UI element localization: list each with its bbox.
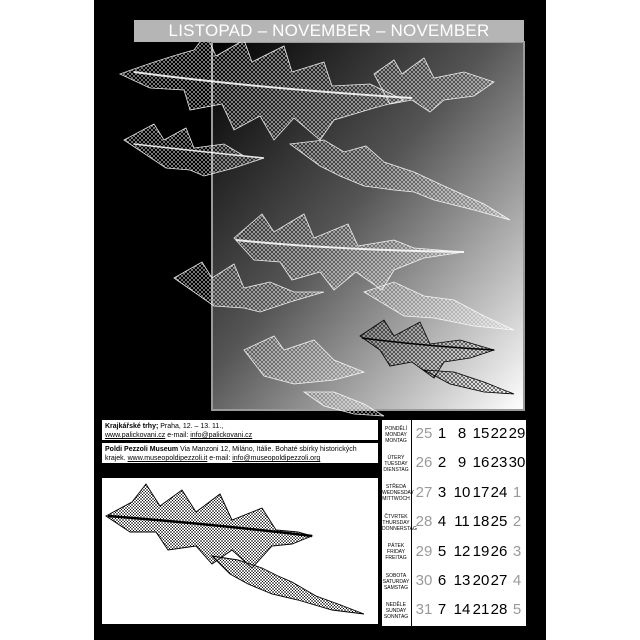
weekday-label — [382, 538, 410, 567]
date-cell: 8 — [457, 425, 467, 442]
weekday-name: PONDĚLÍ — [385, 425, 407, 432]
event-detail-2: krajek. — [105, 455, 126, 462]
date-cell: 4 — [437, 513, 447, 531]
weekday-name: THURSDAY — [382, 519, 410, 526]
weekday-label — [382, 479, 414, 508]
weekday-name: SONNTAG — [383, 613, 409, 620]
date-cell: 28 — [490, 601, 508, 619]
date-cell: 6 — [437, 572, 447, 589]
weekday-name: ÚTERÝ — [387, 454, 405, 461]
date-cell: 20 — [472, 572, 490, 589]
weekday-name: SATURDAY — [382, 578, 410, 585]
weekday-label — [382, 508, 417, 537]
event-info-2 — [102, 443, 378, 463]
weekday-name: SOBOTA — [385, 572, 407, 579]
date-cell: 22 — [490, 425, 508, 442]
calendar-row — [382, 567, 526, 596]
event-mail-link[interactable]: info@museopoldipezzoli.org — [232, 455, 321, 462]
date-cell: 2 — [437, 454, 447, 472]
date-cell: 31 — [415, 601, 433, 619]
date-cell: 24 — [490, 483, 508, 501]
weekday-label — [382, 420, 410, 449]
date-cell: 21 — [472, 601, 490, 619]
lace-leaf-illustration — [102, 478, 378, 624]
date-cell: 26 — [415, 454, 433, 472]
date-cell: 5 — [437, 542, 447, 560]
date-cell: 30 — [415, 572, 433, 589]
weekday-name: PÁTEK — [387, 543, 405, 550]
event-detail: Praha, 12. – 13. 11., — [158, 423, 224, 430]
weekday-name: STŘEDA — [385, 484, 407, 491]
calendar-row — [382, 596, 526, 625]
weekday-name: FREITAG — [385, 555, 407, 562]
date-cell: 19 — [472, 542, 490, 560]
calendar-row — [382, 420, 526, 449]
event-name: Poldi Pezzoli Museum — [105, 446, 179, 453]
event-web-link[interactable]: www.palickovani.cz — [105, 432, 166, 439]
date-cell: 1 — [512, 483, 522, 501]
event-name: Krajkářské trhy; — [105, 423, 159, 430]
weekday-name: MONTAG — [385, 437, 407, 444]
event-detail: Via Manzoni 12, Miláno, Itálie. Bohaté sbírky historických — [178, 446, 357, 453]
weekday-label — [382, 596, 410, 625]
date-cell: 29 — [415, 542, 433, 560]
date-cell: 13 — [453, 572, 471, 589]
date-cell: 27 — [415, 483, 433, 501]
date-cell: 29 — [508, 425, 526, 442]
weekday-label — [382, 449, 410, 478]
date-cell: 25 — [490, 513, 508, 531]
calendar-row — [382, 538, 526, 567]
date-cell: 16 — [472, 454, 490, 472]
calendar-row — [382, 479, 526, 508]
date-cell: 5 — [512, 601, 522, 619]
weekday-name: ČTVRTEK — [384, 513, 408, 520]
month-calendar — [382, 420, 526, 626]
date-cell: 4 — [512, 572, 522, 589]
date-cell: 3 — [512, 542, 522, 560]
weekday-label — [382, 567, 410, 596]
date-cell: 15 — [472, 425, 490, 442]
date-cell: 18 — [472, 513, 490, 531]
mail-label: e-mail: — [165, 432, 191, 439]
lace-leaves-artwork — [94, 0, 546, 420]
weekday-name: SUNDAY — [385, 607, 407, 614]
date-cell: 10 — [453, 483, 471, 501]
date-cell: 23 — [490, 454, 508, 472]
weekday-name: NEDĚLE — [385, 601, 406, 608]
date-cell: 12 — [453, 542, 471, 560]
weekday-name: DONNERSTAG — [382, 525, 417, 532]
date-cell: 1 — [437, 425, 447, 442]
date-cell: 28 — [415, 513, 433, 531]
date-cell: 9 — [457, 454, 467, 472]
weekday-name: MONDAY — [385, 431, 407, 438]
date-cell: 30 — [508, 454, 526, 472]
calendar-row — [382, 449, 526, 478]
date-cell: 27 — [490, 572, 508, 589]
weekday-name: FRIDAY — [387, 549, 405, 556]
event-info-1 — [102, 420, 378, 440]
weekday-name: SAMSTAG — [383, 584, 409, 591]
weekday-name: WEDNESDAY — [382, 490, 414, 497]
date-cell: 14 — [453, 601, 471, 619]
date-cell: 17 — [472, 483, 490, 501]
date-cell: 7 — [437, 601, 447, 619]
date-cell: 25 — [415, 425, 433, 442]
event-web-link[interactable]: www.museopoldipezzoli.it — [127, 455, 208, 462]
weekday-name: TUESDAY — [384, 460, 408, 467]
calendar-row — [382, 508, 526, 537]
date-cell: 26 — [490, 542, 508, 560]
calendar-page — [94, 0, 546, 640]
weekday-name: DIENSTAG — [383, 466, 409, 473]
date-cell: 2 — [512, 513, 522, 531]
date-cell: 11 — [454, 513, 470, 531]
date-cell: 3 — [437, 483, 447, 501]
mail-label: e-mail: — [207, 455, 233, 462]
weekday-name: MITTWOCH — [382, 496, 410, 503]
event-mail-link[interactable]: info@palickovani.cz — [190, 432, 253, 439]
lace-leaf-icon — [102, 478, 378, 624]
page-title: LISTOPAD – NOVEMBER – NOVEMBER — [134, 20, 524, 42]
